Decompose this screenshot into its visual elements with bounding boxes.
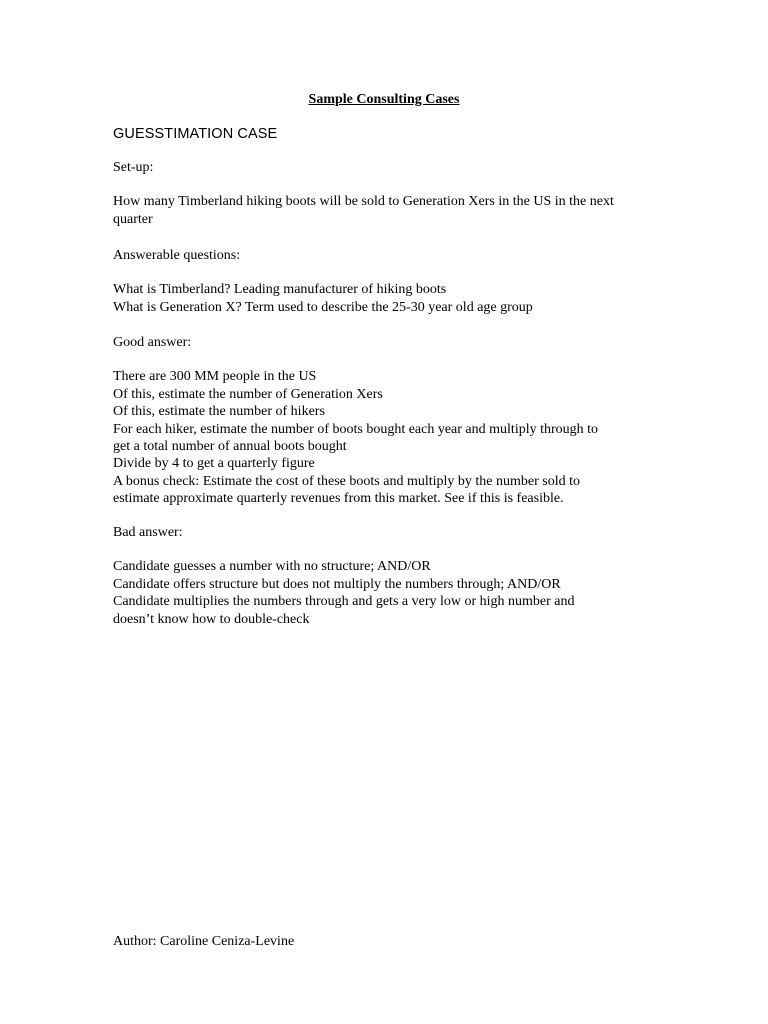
good-answer-line-1: There are 300 MM people in the US bbox=[113, 369, 317, 385]
bad-answer-line-3: Candidate multiplies the numbers through and gets a very low or high number and bbox=[113, 594, 575, 610]
bad-answer-line-2: Candidate offers structure but does not multiply the numbers through; AND/OR bbox=[113, 576, 561, 592]
answerable-label: Answerable questions: bbox=[113, 248, 241, 263]
good-answer-line-3: Of this, estimate the number of hikers bbox=[113, 404, 325, 420]
author-line: Author: Caroline Ceniza-Levine bbox=[113, 934, 295, 949]
document-title: Sample Consulting Cases bbox=[308, 92, 460, 107]
answerable-section bbox=[113, 247, 673, 316]
bad-answer-section bbox=[113, 524, 673, 628]
answerable-line-1: What is Timberland? Leading manufacturer of hiking boots bbox=[113, 282, 447, 298]
case-heading: GUESSTIMATION CASE bbox=[113, 126, 278, 142]
good-answer-line-7: A bonus check: Estimate the cost of these boots and multiply by the number sold to bbox=[113, 473, 580, 489]
answerable-line-2: What is Generation X? Term used to describe the 25-30 year old age group bbox=[113, 299, 533, 315]
setup-line-1: How many Timberland hiking boots will be sold to Generation Xers in the US in the next bbox=[113, 194, 614, 210]
setup-label: Set-up: bbox=[113, 160, 154, 175]
bad-answer-line-1: Candidate guesses a number with no structure; AND/OR bbox=[113, 559, 431, 575]
bad-answer-line-4: doesn’t know how to double-check bbox=[113, 611, 310, 627]
good-answer-line-6: Divide by 4 to get a quarterly figure bbox=[113, 456, 315, 472]
good-answer-line-5: get a total number of annual boots bought bbox=[113, 439, 347, 455]
good-answer-line-8: estimate approximate quarterly revenues from this market. See if this is feasible. bbox=[113, 491, 564, 507]
good-answer-line-2: Of this, estimate the number of Generation Xers bbox=[113, 386, 383, 402]
good-answer-label: Good answer: bbox=[113, 335, 192, 350]
good-answer-section bbox=[113, 334, 673, 508]
setup-section bbox=[113, 159, 673, 228]
setup-line-2: quarter bbox=[113, 211, 153, 227]
bad-answer-label: Bad answer: bbox=[113, 525, 183, 540]
good-answer-line-4: For each hiker, estimate the number of boots bought each year and multiply through to bbox=[113, 421, 599, 437]
